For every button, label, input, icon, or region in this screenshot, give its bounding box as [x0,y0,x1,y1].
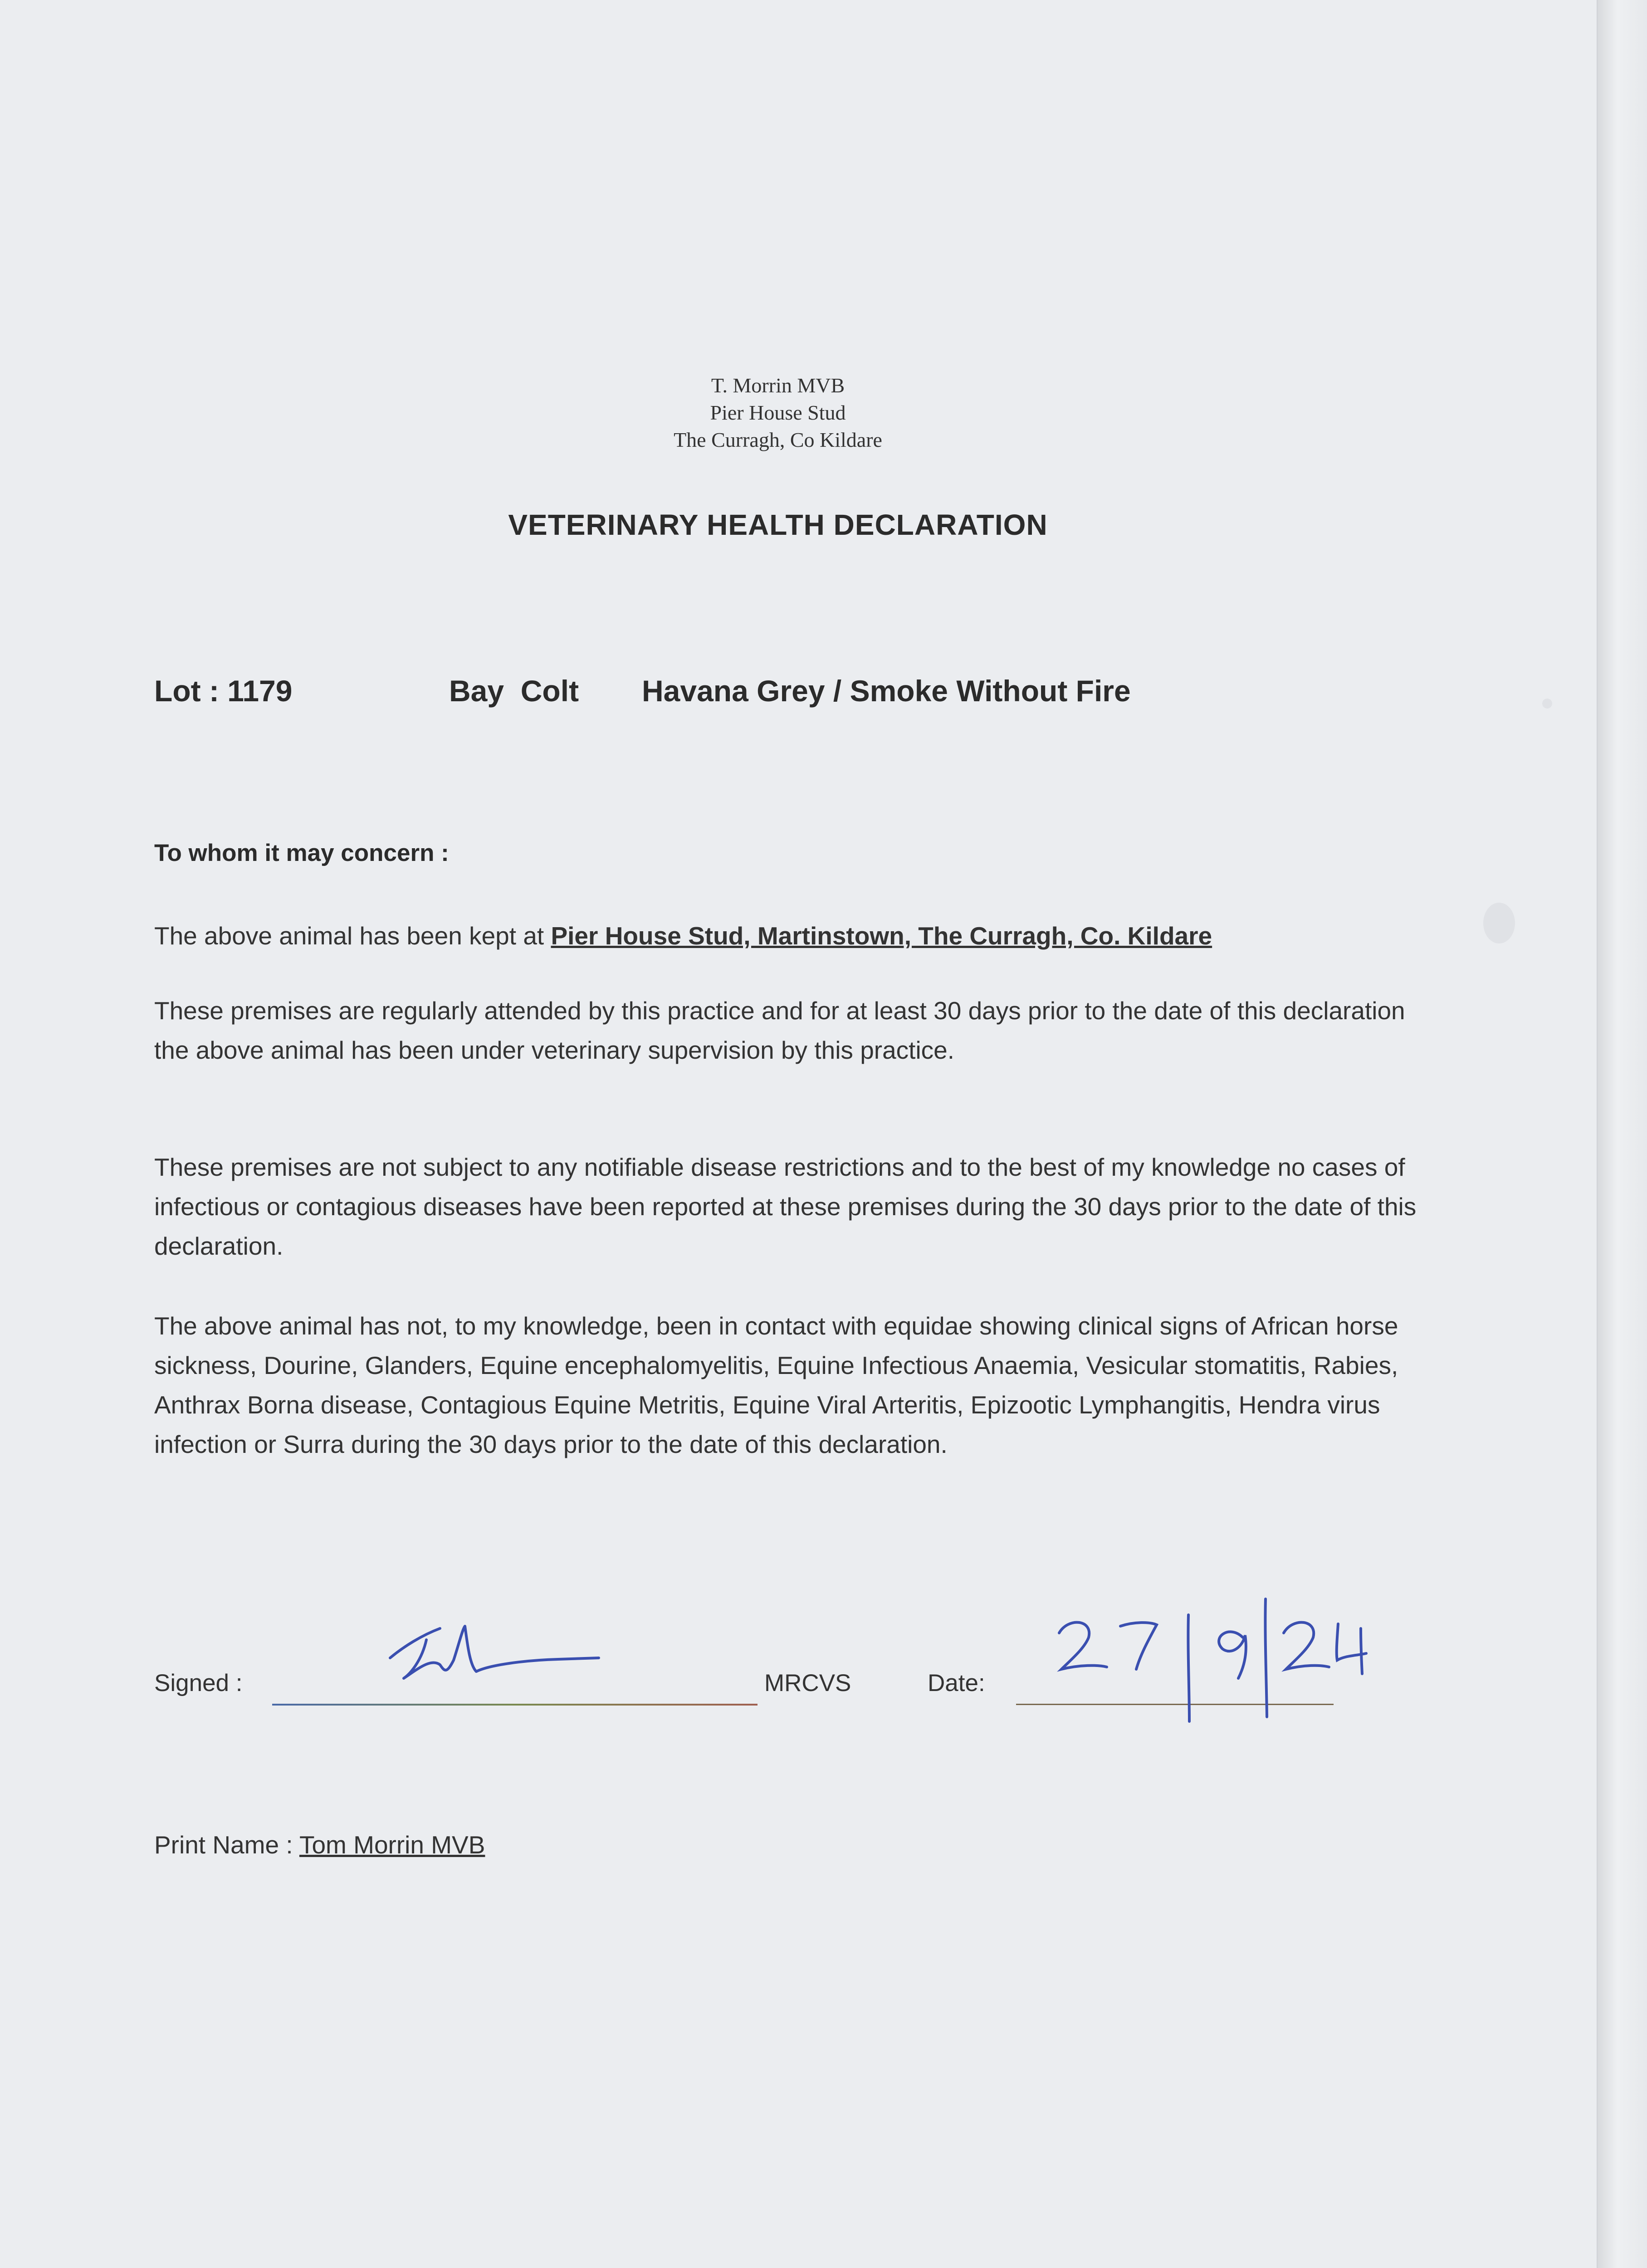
paragraph-supervision: These premises are regularly attended by this practice and for at least 30 days prior to the date of this declaration the above animal has been under veterinary supervision by this practice. [154,997,1405,1064]
paragraph-kept-at [154,916,1424,956]
letterhead-address: The Curragh, Co Kildare [674,428,882,451]
scan-dot [1542,699,1552,709]
lot-number: Lot : 1179 [154,674,293,708]
animal-description: Bay Colt [449,674,579,708]
handwritten-date [1043,1597,1370,1733]
print-name [154,1830,485,1859]
signature-line [272,1704,758,1706]
animal-pedigree: Havana Grey / Smoke Without Fire [642,674,1131,708]
letterhead-vet-name: T. Morrin MVB [711,374,845,397]
handwritten-signature [372,1615,608,1692]
paragraph-contact-declaration: The above animal has not, to my knowledge, been in contact with equidae showing clinical signs of African horse sickness, Dourine, Glanders, Equine encephalomyelitis, Equine Infectious Anaemia, Vesicular stomatitis, Rabies, Anthrax Borna disease, Contagious Equine Metritis, Equine Viral Arteritis, Epizootic Lymphangitis, Hendra virus infection or Surra during the 30 days prior to the date of this declaration. [154,1312,1398,1458]
salutation: To whom it may concern : [154,840,449,866]
printed-vet-name: Tom Morrin MVB [299,1831,485,1859]
letterhead [562,372,993,454]
scan-smudge [1483,903,1515,943]
signed-label: Signed : [154,1670,243,1696]
scan-edge-strip [1597,0,1647,2268]
kept-at-text: The above animal has been kept at [154,922,551,950]
print-name-label: Print Name : [154,1831,299,1859]
qualification-label: MRCVS [764,1670,851,1696]
letterhead-stud-name: Pier House Stud [710,401,846,424]
premises-address: Pier House Stud, Martinstown, The Curragh, Co. Kildare [551,922,1212,950]
document-title: VETERINARY HEALTH DECLARATION [508,508,1048,541]
paragraph-disease-restrictions: These premises are not subject to any notifiable disease restrictions and to the best of my knowledge no cases of infectious or contagious diseases have been reported at these premises during the 30 days prior to the date of this declaration. [154,1153,1417,1260]
date-label: Date: [928,1670,985,1696]
